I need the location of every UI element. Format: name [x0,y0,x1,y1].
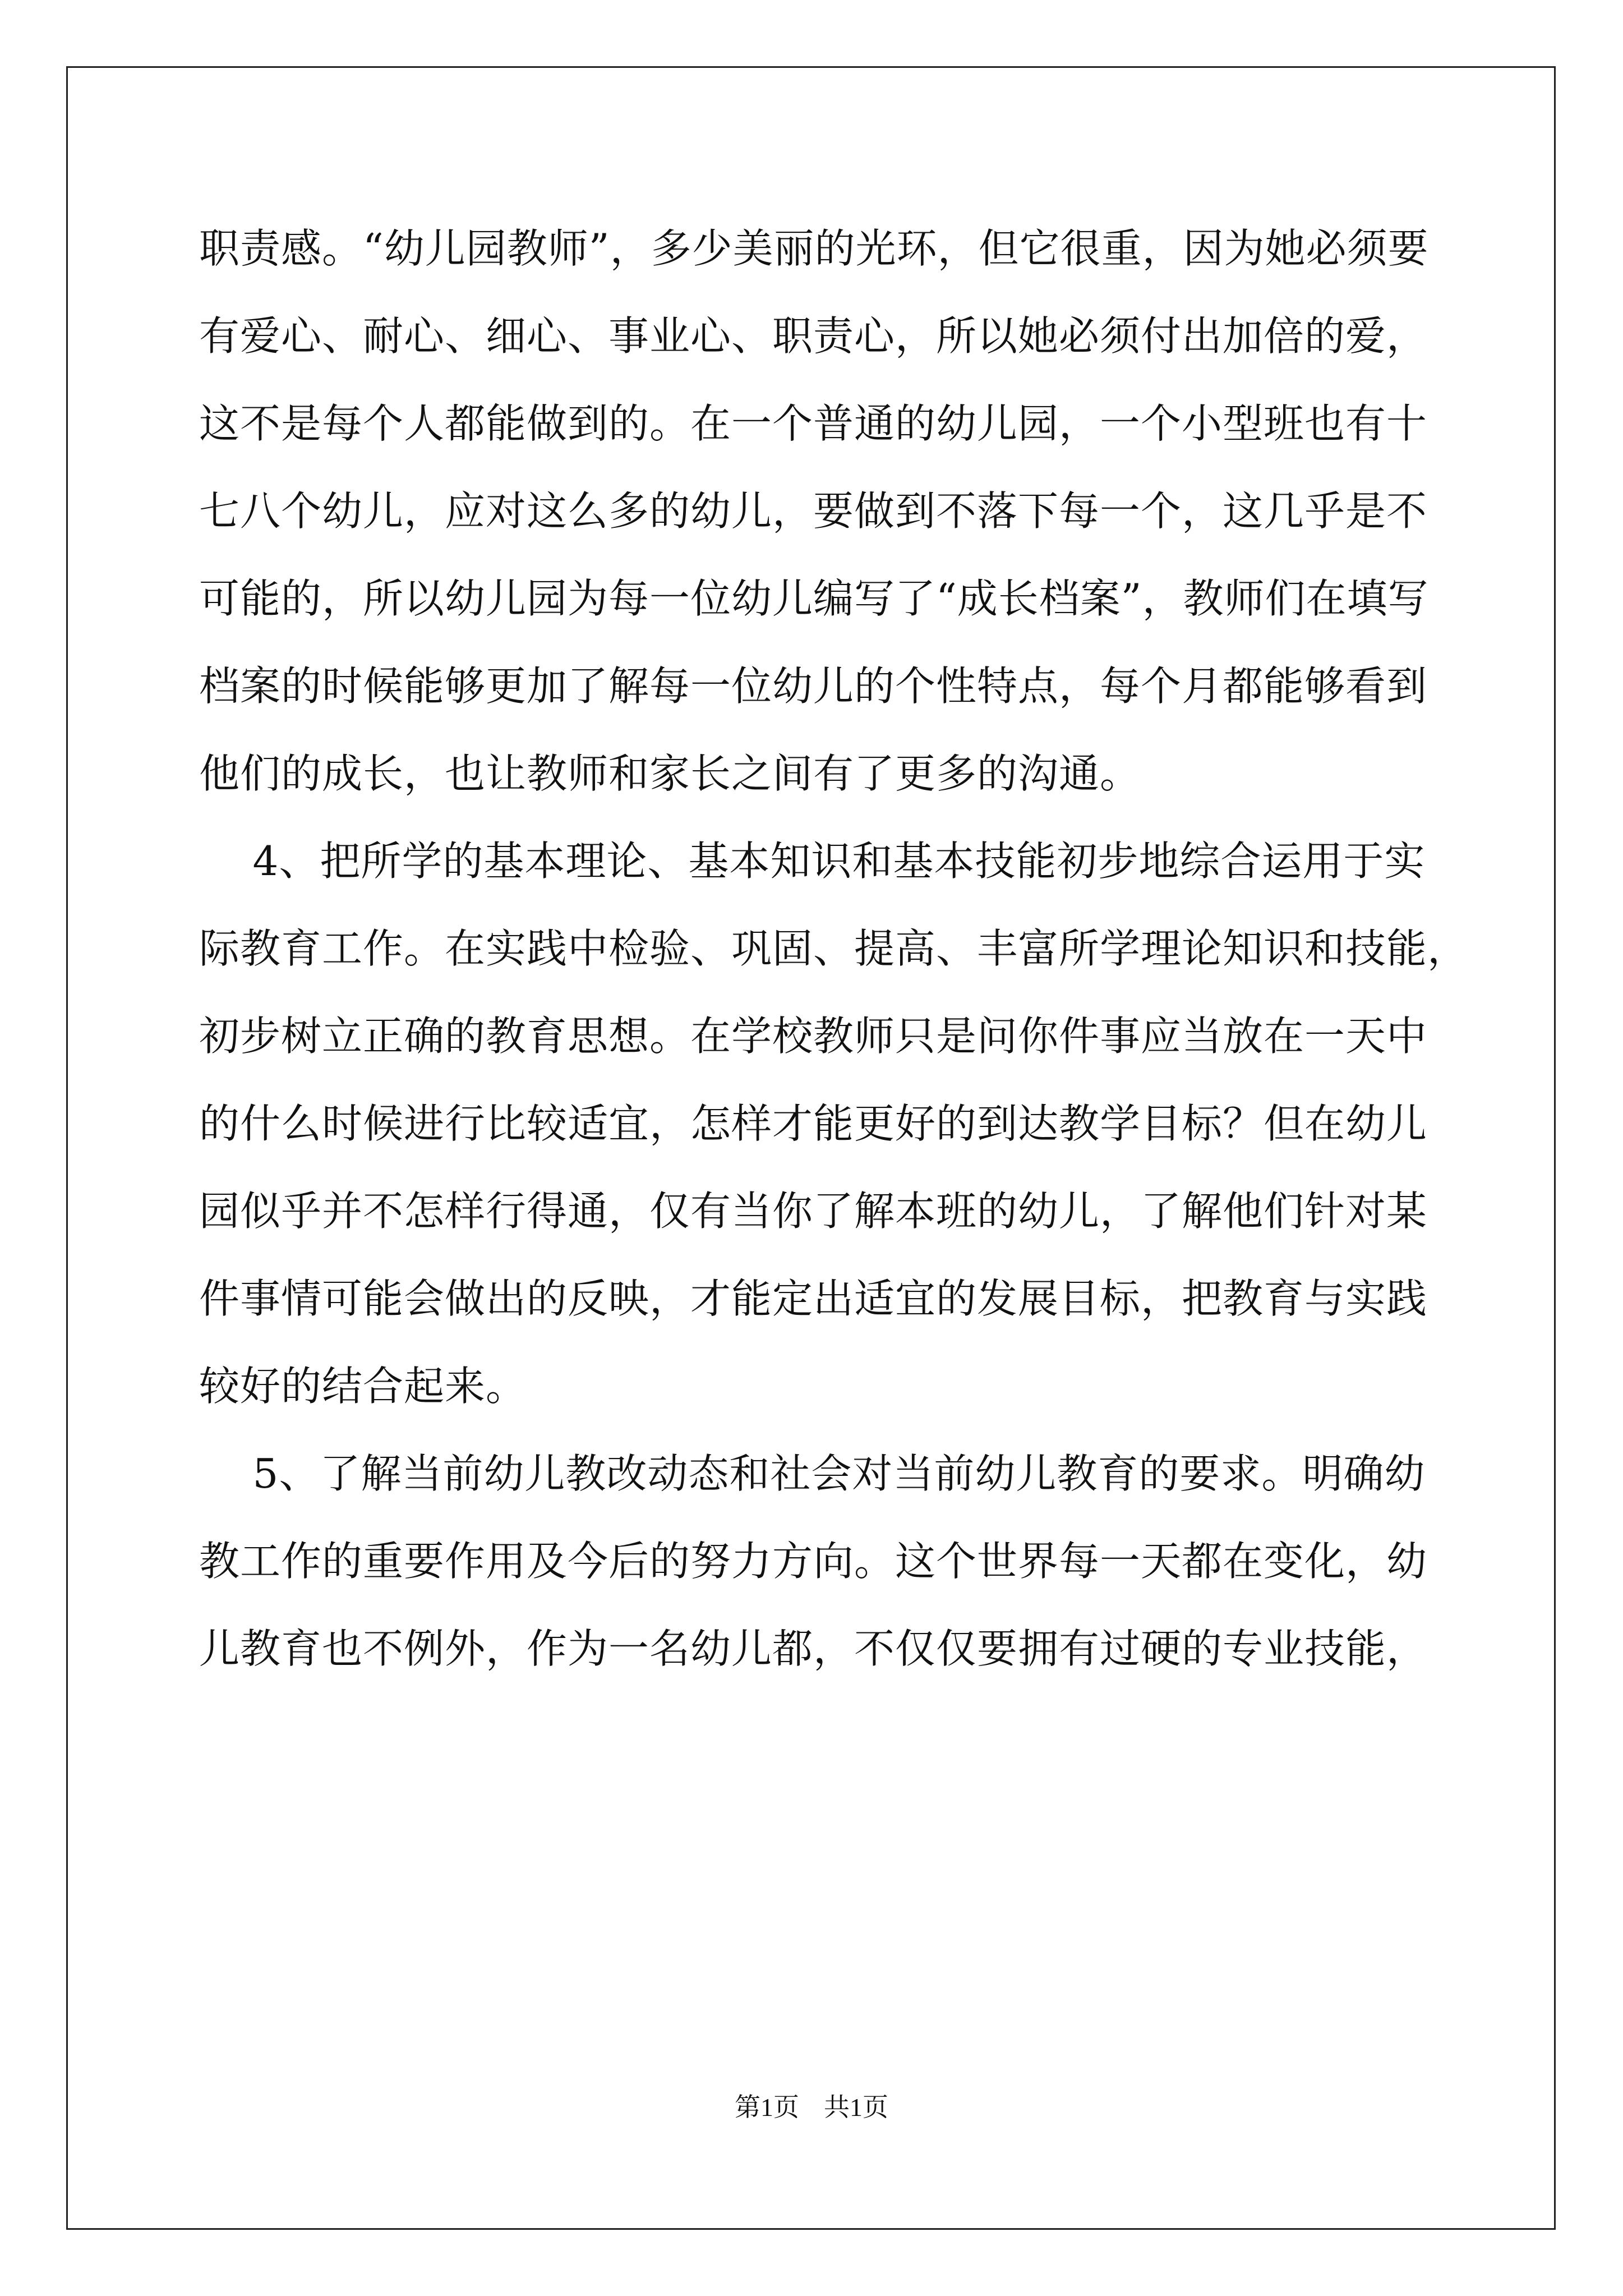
text-line: 园似乎并不怎样行得通，仅有当你了解本班的幼儿，了解他们针对某 [199,1188,1428,1235]
text-line: 档案的时候能够更加了解每一位幼儿的个性特点，每个月都能够看到 [199,662,1428,710]
text-line: 这不是每个人都能做到的。在一个普通的幼儿园，一个小型班也有十 [199,400,1428,447]
page-total: 共1页 [824,2093,888,2122]
page-number: 第1页 [735,2093,799,2122]
text-line: 七八个幼儿，应对这么多的幼儿，要做到不落下每一个，这几乎是不 [199,487,1428,535]
text-line: 他们的成长，也让教师和家长之间有了更多的沟通。 [199,750,1141,797]
text-line: 际教育工作。在实践中检验、巩固、提高、丰富所学理论知识和技能， [199,925,1469,972]
text-line: 5、了解当前幼儿教改动态和社会对当前幼儿教育的要求。明确幼 [199,1450,1426,1497]
text-line: 初步树立正确的教育思想。在学校教师只是问你件事应当放在一天中 [199,1013,1428,1060]
text-line: 4、把所学的基本理论、基本知识和基本技能初步地综合运用于实 [199,838,1426,885]
text-line: 较好的结合起来。 [199,1363,527,1410]
text-line: 儿教育也不例外，作为一名幼儿都，不仅仅要拥有过硬的专业技能， [199,1625,1428,1672]
page-footer [0,2087,1623,2124]
text-line: 教工作的重要作用及今后的努力方向。这个世界每一天都在变化，幼 [199,1538,1428,1585]
text-line: 职责感。“幼儿园教师”，多少美丽的光环，但它很重，因为她必须要 [199,225,1429,272]
text-line: 可能的，所以幼儿园为每一位幼儿编写了“成长档案”，教师们在填写 [199,575,1429,622]
text-line: 有爱心、耐心、细心、事业心、职责心，所以她必须付出加倍的爱， [199,312,1428,360]
text-line: 件事情可能会做出的反映，才能定出适宜的发展目标，把教育与实践 [199,1275,1428,1322]
text-line: 的什么时候进行比较适宜，怎样才能更好的到达教学目标？但在幼儿 [199,1100,1428,1147]
